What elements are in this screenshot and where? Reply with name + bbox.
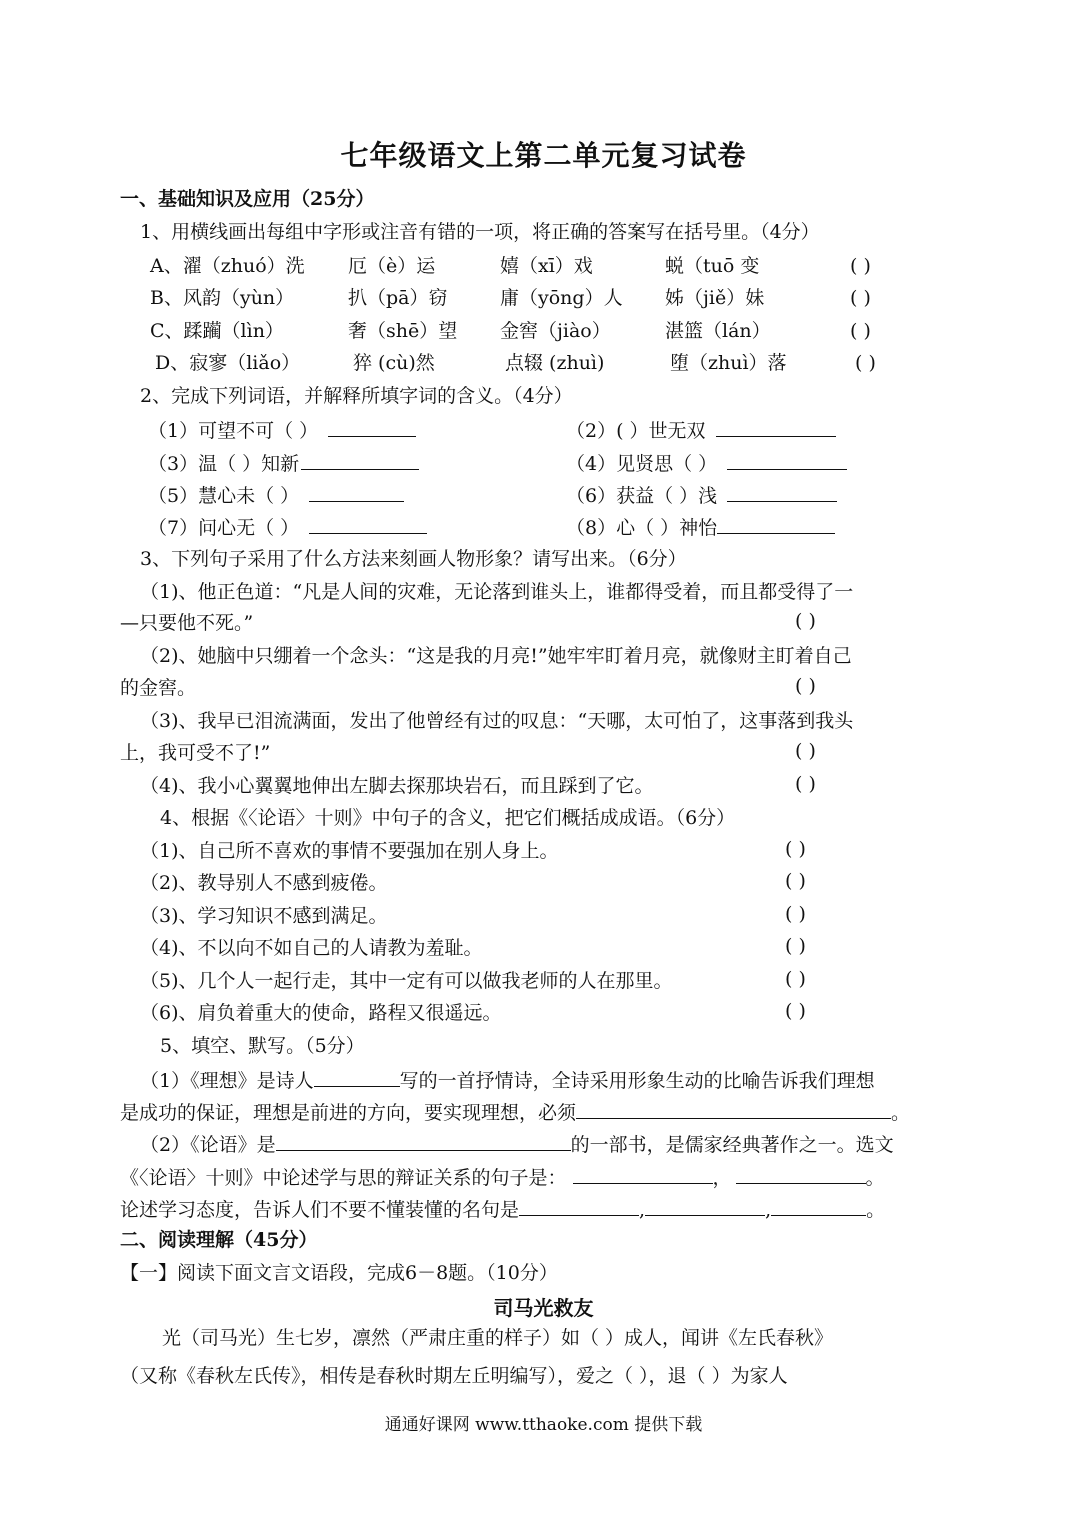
section-2-heading: 二、阅读理解（45分） [120,1229,318,1251]
answer-blank[interactable] [645,1195,765,1216]
reading-intro: 【一】阅读下面文言文语段，完成6－8题。（10分） [120,1262,558,1284]
answer-blank[interactable] [716,416,836,437]
answer-paren[interactable]: ( ) [785,838,806,860]
q3-item-4: （4)、我小心翼翼地伸出左脚去探那块岩石，而且踩到了它。 [140,775,654,797]
q4-item: （4)、不以向不如自己的人请教为羞耻。 [140,937,483,959]
answer-paren[interactable]: ( ) [785,1000,806,1022]
q1-row-c: C、蹂躏（lìn） 奢（shē）望 金窖（jiào） 湛篮（lán） ( ) [150,320,871,342]
answer-blank[interactable] [576,1098,891,1119]
answer-paren[interactable]: ( ) [785,870,806,892]
answer-blank[interactable] [314,1066,400,1087]
answer-paren[interactable]: ( ) [785,903,806,925]
answer-blank[interactable] [276,1130,571,1151]
q2-item: （6）获益（ ）浅 [566,481,837,509]
answer-paren[interactable]: ( ) [785,968,806,990]
q3-stem: 3、下列句子采用了什么方法来刻画人物形象？请写出来。（6分） [140,548,687,570]
answer-paren[interactable]: ( ) [850,255,871,277]
q3-item-3-cont: 上，我可受不了!” [120,742,271,764]
answer-paren[interactable]: ( ) [795,610,816,632]
q3-item-1: （1)、他正色道：“凡是人间的灾难，无论落到谁头上，谁都得受着，而且都受得了一 [140,581,854,603]
answer-blank[interactable] [301,449,419,470]
answer-blank[interactable] [309,481,404,502]
q2-item: （5）慧心未（ ） [148,481,404,509]
answer-paren[interactable]: ( ) [795,773,816,795]
answer-paren[interactable]: ( ) [850,320,871,342]
q5-line-4: 《〈论语〉十则》中论述学与思的辩证关系的句子是： ， 。 [120,1163,885,1191]
passage-title: 司马光救友 [493,1296,594,1320]
q3-item-2: （2)、她脑中只绷着一个念头：“这是我的月亮!”她牢牢盯着月亮，就像财主盯着自己 [140,645,852,667]
q3-item-2-cont: 的金窖。 [120,677,197,699]
q2-item: （8）心（ ）神怡 [566,513,835,541]
answer-blank[interactable] [309,513,427,534]
q4-item: （2)、教导别人不感到疲倦。 [140,872,388,894]
page-footer: 通通好课网 www.tthaoke.com 提供下载 [384,1415,703,1435]
q1-row-d: D、寂寥（liǎo） 猝 (cù)然 点辍 (zhuì) 堕（zhuì）落 ( ) [155,352,876,374]
answer-paren[interactable]: ( ) [795,675,816,697]
q2-item: （3）温（ ）知新 [148,449,419,477]
q5-line-1: （1）《理想》是诗人 写的一首抒情诗，全诗采用形象生动的比喻告诉我们理想 [140,1066,875,1094]
q2-stem: 2、完成下列词语，并解释所填字词的含义。（4分） [140,385,573,407]
q5-line-2: 是成功的保证，理想是前进的方向，要实现理想，必须 。 [120,1098,910,1126]
q1-stem: 1、用横线画出每组中字形或注音有错的一项，将正确的答案写在括号里。（4分） [140,221,820,243]
q3-item-1-cont: —只要他不死。” [120,612,254,634]
passage-line-1: 光（司马光）生七岁，凛然（严肃庄重的样子）如（ ）成人，闻讲《左氏春秋》 [162,1327,834,1349]
answer-blank[interactable] [727,481,837,502]
q4-item: （1)、自己所不喜欢的事情不要强加在别人身上。 [140,840,559,862]
answer-blank[interactable] [717,513,835,534]
q5-line-5: 论述学习态度，告诉人们不要不懂装懂的名句是 , , 。 [120,1195,885,1223]
passage-line-2: （又称《春秋左氏传》，相传是春秋时期左丘明编写），爱之（ ），退（ ）为家人 [120,1365,788,1387]
q4-item: （6)、肩负着重大的使命，路程又很遥远。 [140,1002,502,1024]
q5-line-3: （2）《论语》是 的一部书，是儒家经典著作之一。选文 [140,1130,894,1158]
answer-blank[interactable] [573,1163,713,1184]
q2-item: （4）见贤思（ ） [566,449,847,477]
q2-item: （7）问心无（ ） [148,513,427,541]
answer-paren[interactable]: ( ) [795,740,816,762]
q1-row-b: B、风韵（yùn） 扒（pā）窃 庸（yōng）人 姊（jiě）妹 ( ) [150,287,871,309]
q4-stem: 4、根据《〈论语〉十则》中句子的含义，把它们概括成成语。（6分） [160,807,736,829]
answer-blank[interactable] [736,1163,866,1184]
q5-stem: 5、填空、默写。（5分） [160,1035,365,1057]
q2-item: （1）可望不可（ ） [148,416,416,444]
answer-blank[interactable] [771,1195,866,1216]
answer-blank[interactable] [727,449,847,470]
answer-blank[interactable] [328,416,416,437]
answer-paren[interactable]: ( ) [785,935,806,957]
q1-row-a: A、濯（zhuó）洗 厄（è）运 嬉（xī）戏 蜕（tuō 变 ( ) [150,255,871,277]
answer-paren[interactable]: ( ) [855,352,876,374]
answer-paren[interactable]: ( ) [850,287,871,309]
q3-item-3: （3)、我早已泪流满面，发出了他曾经有过的叹息：“天哪，太可怕了，这事落到我头 [140,710,854,732]
q2-item: （2）( ）世无双 [566,416,836,444]
section-1-heading: 一、基础知识及应用（25分） [120,188,375,210]
q4-item: （3)、学习知识不感到满足。 [140,905,388,927]
page-title: 七年级语文上第二单元复习试卷 [340,139,747,172]
q4-item: （5)、几个人一起行走，其中一定有可以做我老师的人在那里。 [140,970,673,992]
answer-blank[interactable] [519,1195,639,1216]
